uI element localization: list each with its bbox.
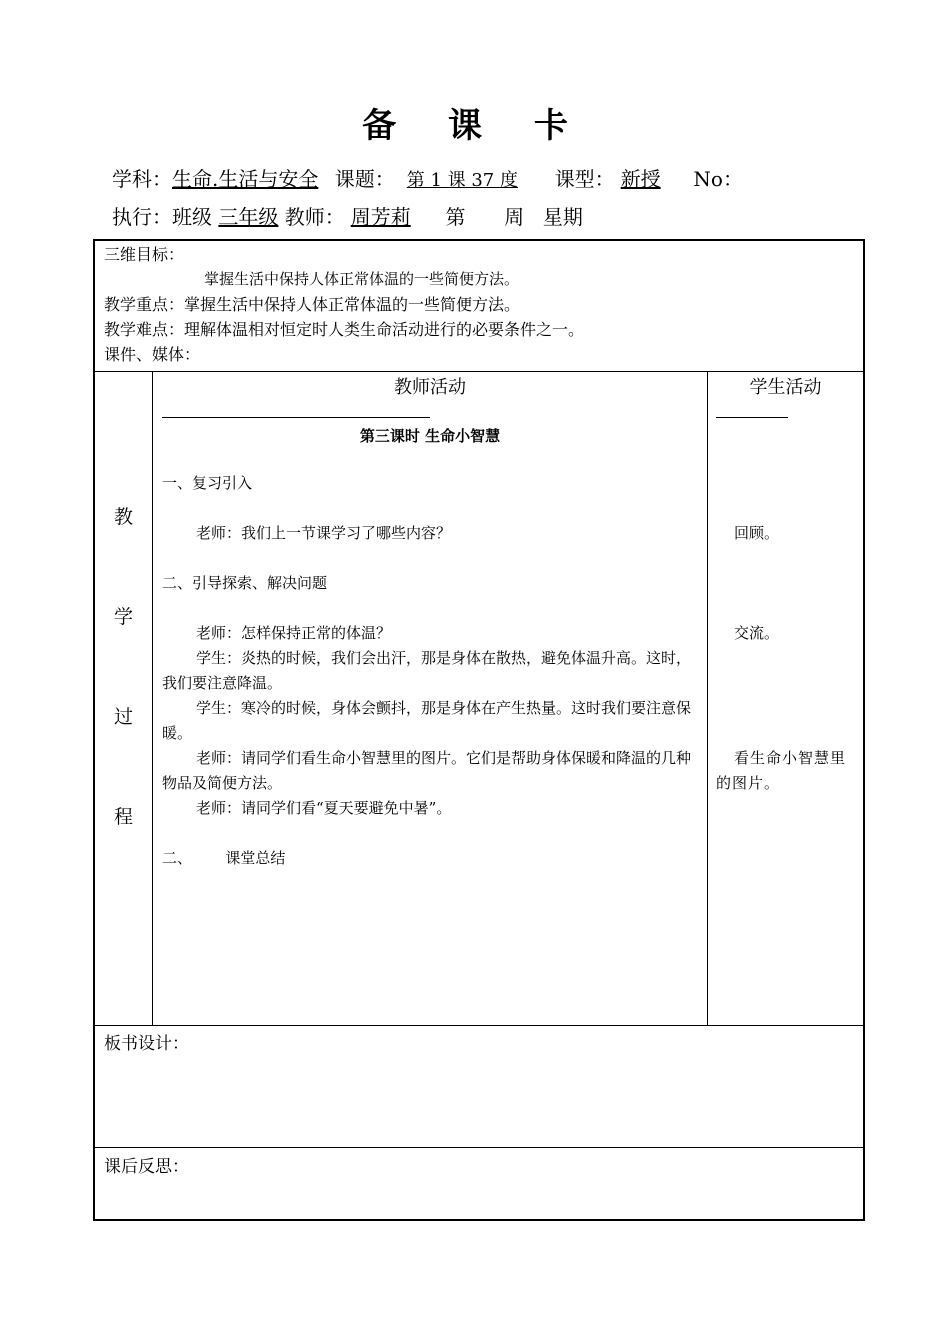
side-char: 学 (113, 606, 133, 628)
exec-label: 执行： (112, 205, 172, 229)
student-note: 交流。 (734, 624, 780, 642)
section-summary: 二、 课堂总结 (162, 849, 286, 867)
page-title: 备 课 卡 (362, 106, 588, 146)
process-side-label (95, 372, 153, 1025)
teaching-process-section (95, 372, 863, 1026)
student-line: 学生：寒冷的时候，身体会颤抖，那是身体在产生热量。这时我们要注意保暖。 (162, 699, 692, 742)
teacher-label: 教师： (284, 205, 345, 229)
student-note: 回顾。 (734, 524, 780, 542)
topic-value: 第 1 课 37 度 (406, 170, 518, 191)
teacher-line: 老师：请同学们看“夏天要避免中暑”。 (196, 799, 452, 817)
type-label: 课型： (554, 167, 615, 191)
student-line: 学生：炎热的时候，我们会出汗，那是身体在散热，避免体温升高。这时，我们要注意降温。 (162, 649, 692, 692)
topic-label: 课题： (334, 167, 395, 191)
no-label: No： (693, 167, 743, 191)
board-design-section (95, 1026, 863, 1148)
week-suffix: 周 (504, 205, 525, 229)
teacher-value: 周芳莉 (350, 205, 411, 229)
week-prefix: 第 (445, 205, 466, 229)
section-explore: 二、引导探索、解决问题 (162, 574, 328, 592)
lesson-plan-table (93, 239, 865, 1221)
side-char: 过 (113, 706, 133, 728)
three-dim-label: 三维目标： (104, 245, 185, 264)
teacher-line: 老师：怎样保持正常的体温？ (196, 624, 392, 642)
objectives-section (95, 241, 863, 372)
student-activity-header: 学生活动 (749, 377, 822, 398)
reflection-label: 课后反思： (104, 1157, 189, 1177)
weekday-label: 星期 (542, 205, 583, 229)
student-header-rule (716, 417, 788, 418)
side-char: 教 (113, 506, 133, 528)
teacher-activity-header: 教师活动 (394, 377, 466, 398)
header-line-2 (112, 201, 615, 230)
teacher-line: 老师：我们上一节课学习了哪些内容？ (196, 524, 452, 542)
header-line-1 (112, 163, 765, 192)
class-label: 班级 (172, 205, 212, 229)
lesson-title: 第三课时 生命小智慧 (359, 427, 501, 445)
difficulty: 教学难点：理解体温相对恒定时人类生命活动进行的必要条件之一。 (104, 320, 585, 339)
subject-label: 学科： (112, 167, 172, 191)
key-point: 教学重点：掌握生活中保持人体正常体温的一些简便方法。 (104, 295, 521, 314)
section-review: 一、复习引入 (162, 474, 253, 492)
three-dim-text: 掌握生活中保持人体正常体温的一些简便方法。 (204, 270, 520, 288)
side-char: 程 (113, 806, 133, 828)
teacher-activity-column (153, 372, 708, 1025)
board-design-label: 板书设计： (104, 1034, 189, 1054)
teacher-header-rule (162, 417, 430, 418)
subject-value: 生命.生活与安全 (172, 167, 319, 191)
class-value: 三年级 (218, 205, 279, 229)
media-label: 课件、媒体： (104, 345, 201, 364)
teacher-line: 老师：请同学们看生命小智慧里的图片。它们是帮助身体保暖和降温的几种物品及简便方法。 (162, 749, 692, 792)
reflection-section (95, 1149, 863, 1219)
student-note: 看生命小智慧里的图片。 (716, 749, 847, 792)
student-activity-column (708, 372, 863, 1025)
type-value: 新授 (620, 167, 661, 191)
